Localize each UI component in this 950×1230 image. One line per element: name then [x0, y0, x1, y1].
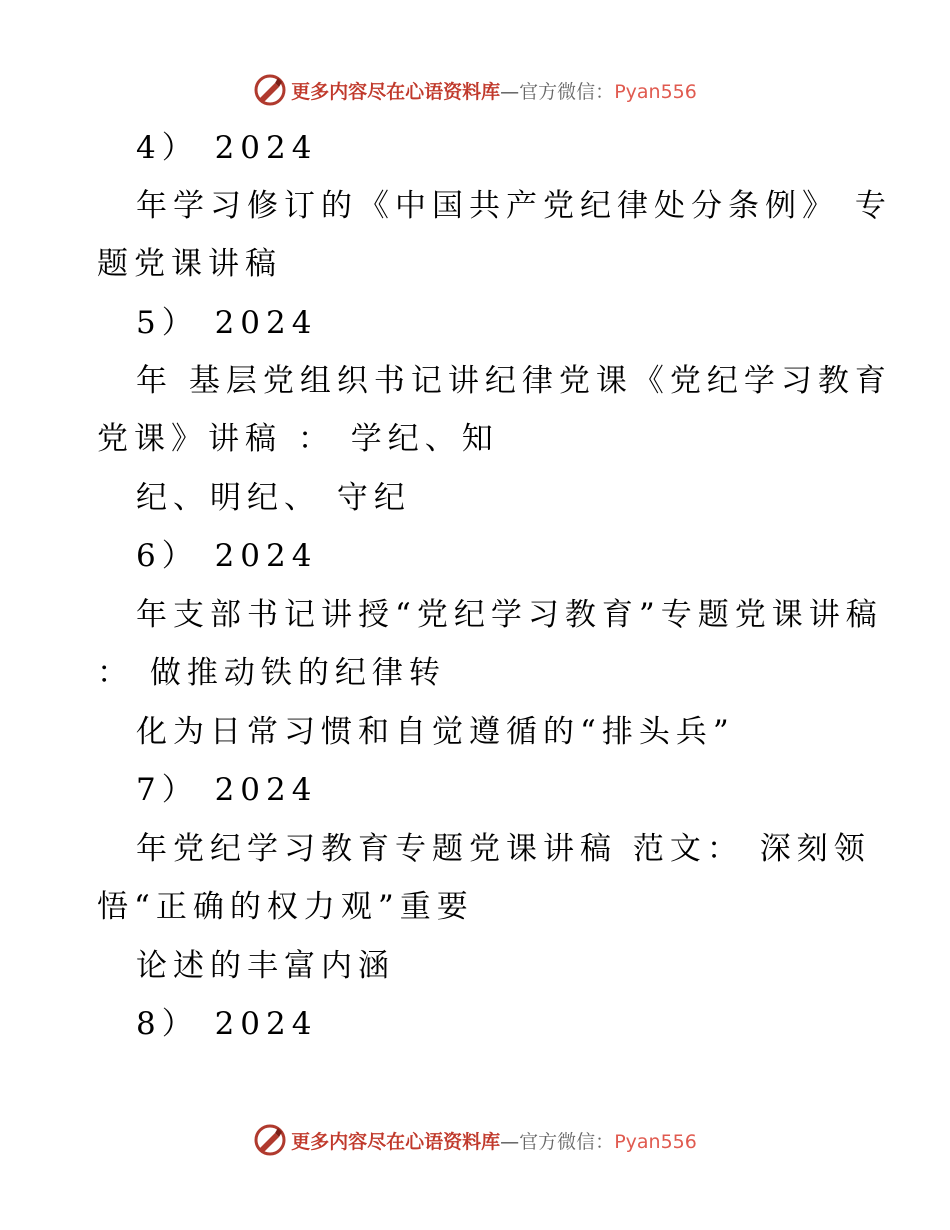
- banner-dash: —: [500, 80, 520, 103]
- banner-wechat-label: 官方微信：: [519, 80, 615, 103]
- list-item-number: 6） 2024: [136, 538, 318, 574]
- list-item-text: 年学习修订的《中国共产党纪律处分条例》 专: [136, 188, 892, 224]
- list-item-number: 5） 2024: [136, 305, 318, 341]
- header-banner: [0, 70, 950, 110]
- list-item-text: 化为日常习惯和自觉遵循的“排头兵”: [136, 714, 735, 750]
- list-item-text: 年党纪学习教育专题党课讲稿 范文： 深刻领: [136, 831, 871, 867]
- list-item-text: 悟“正确的权力观”重要: [97, 889, 474, 925]
- banner-dash: —: [500, 1130, 520, 1153]
- banner-main-text: 更多内容尽在心语资料库: [291, 80, 501, 103]
- pen-seal-icon: [253, 73, 287, 107]
- list-item-text: 年 基层党组织书记讲纪律党课《党纪学习教育: [136, 363, 892, 399]
- list-item-text: 党课》讲稿 ： 学纪、知: [97, 421, 499, 457]
- list-item-number: 7） 2024: [136, 772, 318, 808]
- pen-seal-icon: [253, 1123, 287, 1157]
- banner-main-text: 更多内容尽在心语资料库: [291, 1130, 501, 1153]
- banner-wechat-id: Pyan556: [614, 1130, 697, 1153]
- list-item-text: ： 做推动铁的纪律转: [97, 655, 446, 691]
- banner-wechat-id: Pyan556: [614, 80, 697, 103]
- banner-wechat-label: 官方微信：: [519, 1130, 615, 1153]
- footer-banner: [0, 1120, 950, 1160]
- list-item-number: 4） 2024: [136, 130, 318, 166]
- list-item-number: 8） 2024: [136, 1006, 318, 1042]
- list-item-text: 论述的丰富内涵: [136, 948, 395, 984]
- banner-text: [291, 77, 697, 104]
- list-item-text: 题党课讲稿: [97, 246, 282, 282]
- list-item-text: 纪、明纪、 守纪: [136, 480, 411, 516]
- banner-text: [291, 1127, 697, 1154]
- list-item-text: 年支部书记讲授“党纪学习教育”专题党课讲稿: [136, 597, 883, 633]
